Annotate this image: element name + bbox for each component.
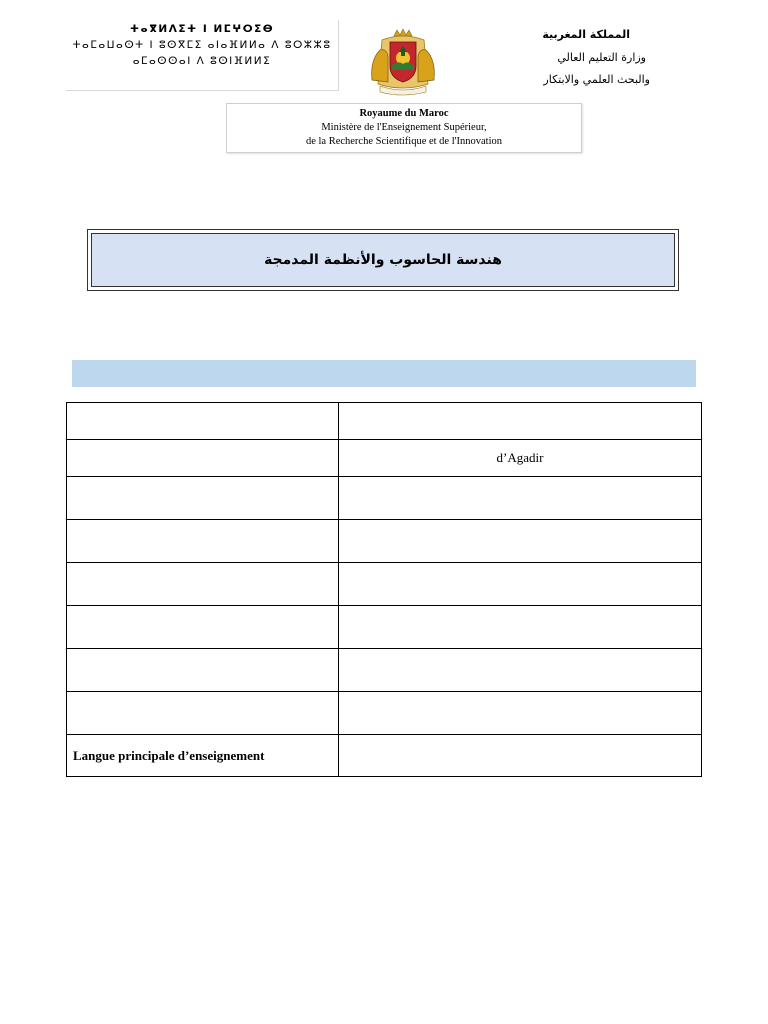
tifinagh-line-research: ⴰⵎⴰⵙⵙⴰⵏ ⴷ ⵓⵙⵏⴼⵍⵍⵉ — [132, 55, 272, 67]
moroccan-coat-of-arms-icon — [368, 26, 438, 98]
program-info-table — [66, 402, 702, 777]
row-value — [339, 692, 702, 735]
program-title-banner — [87, 229, 679, 291]
row-value — [339, 520, 702, 563]
row-label — [67, 520, 339, 563]
arabic-line-kingdom: المملكة المغربية — [542, 28, 630, 41]
row-value — [339, 403, 702, 440]
row-value — [339, 735, 702, 777]
section-header-band — [72, 360, 696, 387]
table-row — [67, 477, 702, 520]
row-label — [67, 477, 339, 520]
table-row — [67, 520, 702, 563]
table-row — [67, 606, 702, 649]
row-label — [67, 563, 339, 606]
tifinagh-header — [66, 20, 339, 91]
row-label — [67, 403, 339, 440]
row-label — [67, 440, 339, 477]
row-label — [67, 606, 339, 649]
arabic-header — [500, 24, 652, 94]
language-label: Langue principale d’enseignement — [67, 735, 339, 777]
french-line-research: de la Recherche Scientifique et de l'Innovation — [305, 136, 503, 147]
row-value — [339, 477, 702, 520]
french-line-kingdom: Royaume du Maroc — [359, 108, 449, 119]
tifinagh-line-ministry: ⵜⴰⵎⴰⵡⴰⵙⵜ ⵏ ⵓⵙⴳⵎⵉ ⴰⵏⴰⴼⵍⵍⴰ ⴷ ⵓⵔⵣⵣⵓ — [72, 39, 332, 51]
institution-value: d’Agadir — [339, 440, 702, 477]
arabic-line-research: والبحث العلمي والابتكار — [543, 73, 650, 86]
row-value — [339, 649, 702, 692]
row-label — [67, 692, 339, 735]
french-line-ministry: Ministère de l'Enseignement Supérieur, — [321, 122, 487, 133]
table-row — [67, 692, 702, 735]
table-row — [67, 563, 702, 606]
arabic-line-ministry: وزارة التعليم العالي — [557, 51, 646, 64]
tifinagh-line-kingdom: ⵜⴰⴳⵍⴷⵉⵜ ⵏ ⵍⵎⵖⵔⵉⴱ — [129, 23, 275, 35]
french-ministry-box — [226, 103, 582, 153]
row-value — [339, 606, 702, 649]
table-row — [67, 735, 702, 777]
table-row — [67, 403, 702, 440]
table-row — [67, 440, 702, 477]
table-row — [67, 649, 702, 692]
row-value — [339, 563, 702, 606]
program-title: هندسة الحاسوب والأنظمة المدمجة — [91, 233, 675, 287]
row-label — [67, 649, 339, 692]
